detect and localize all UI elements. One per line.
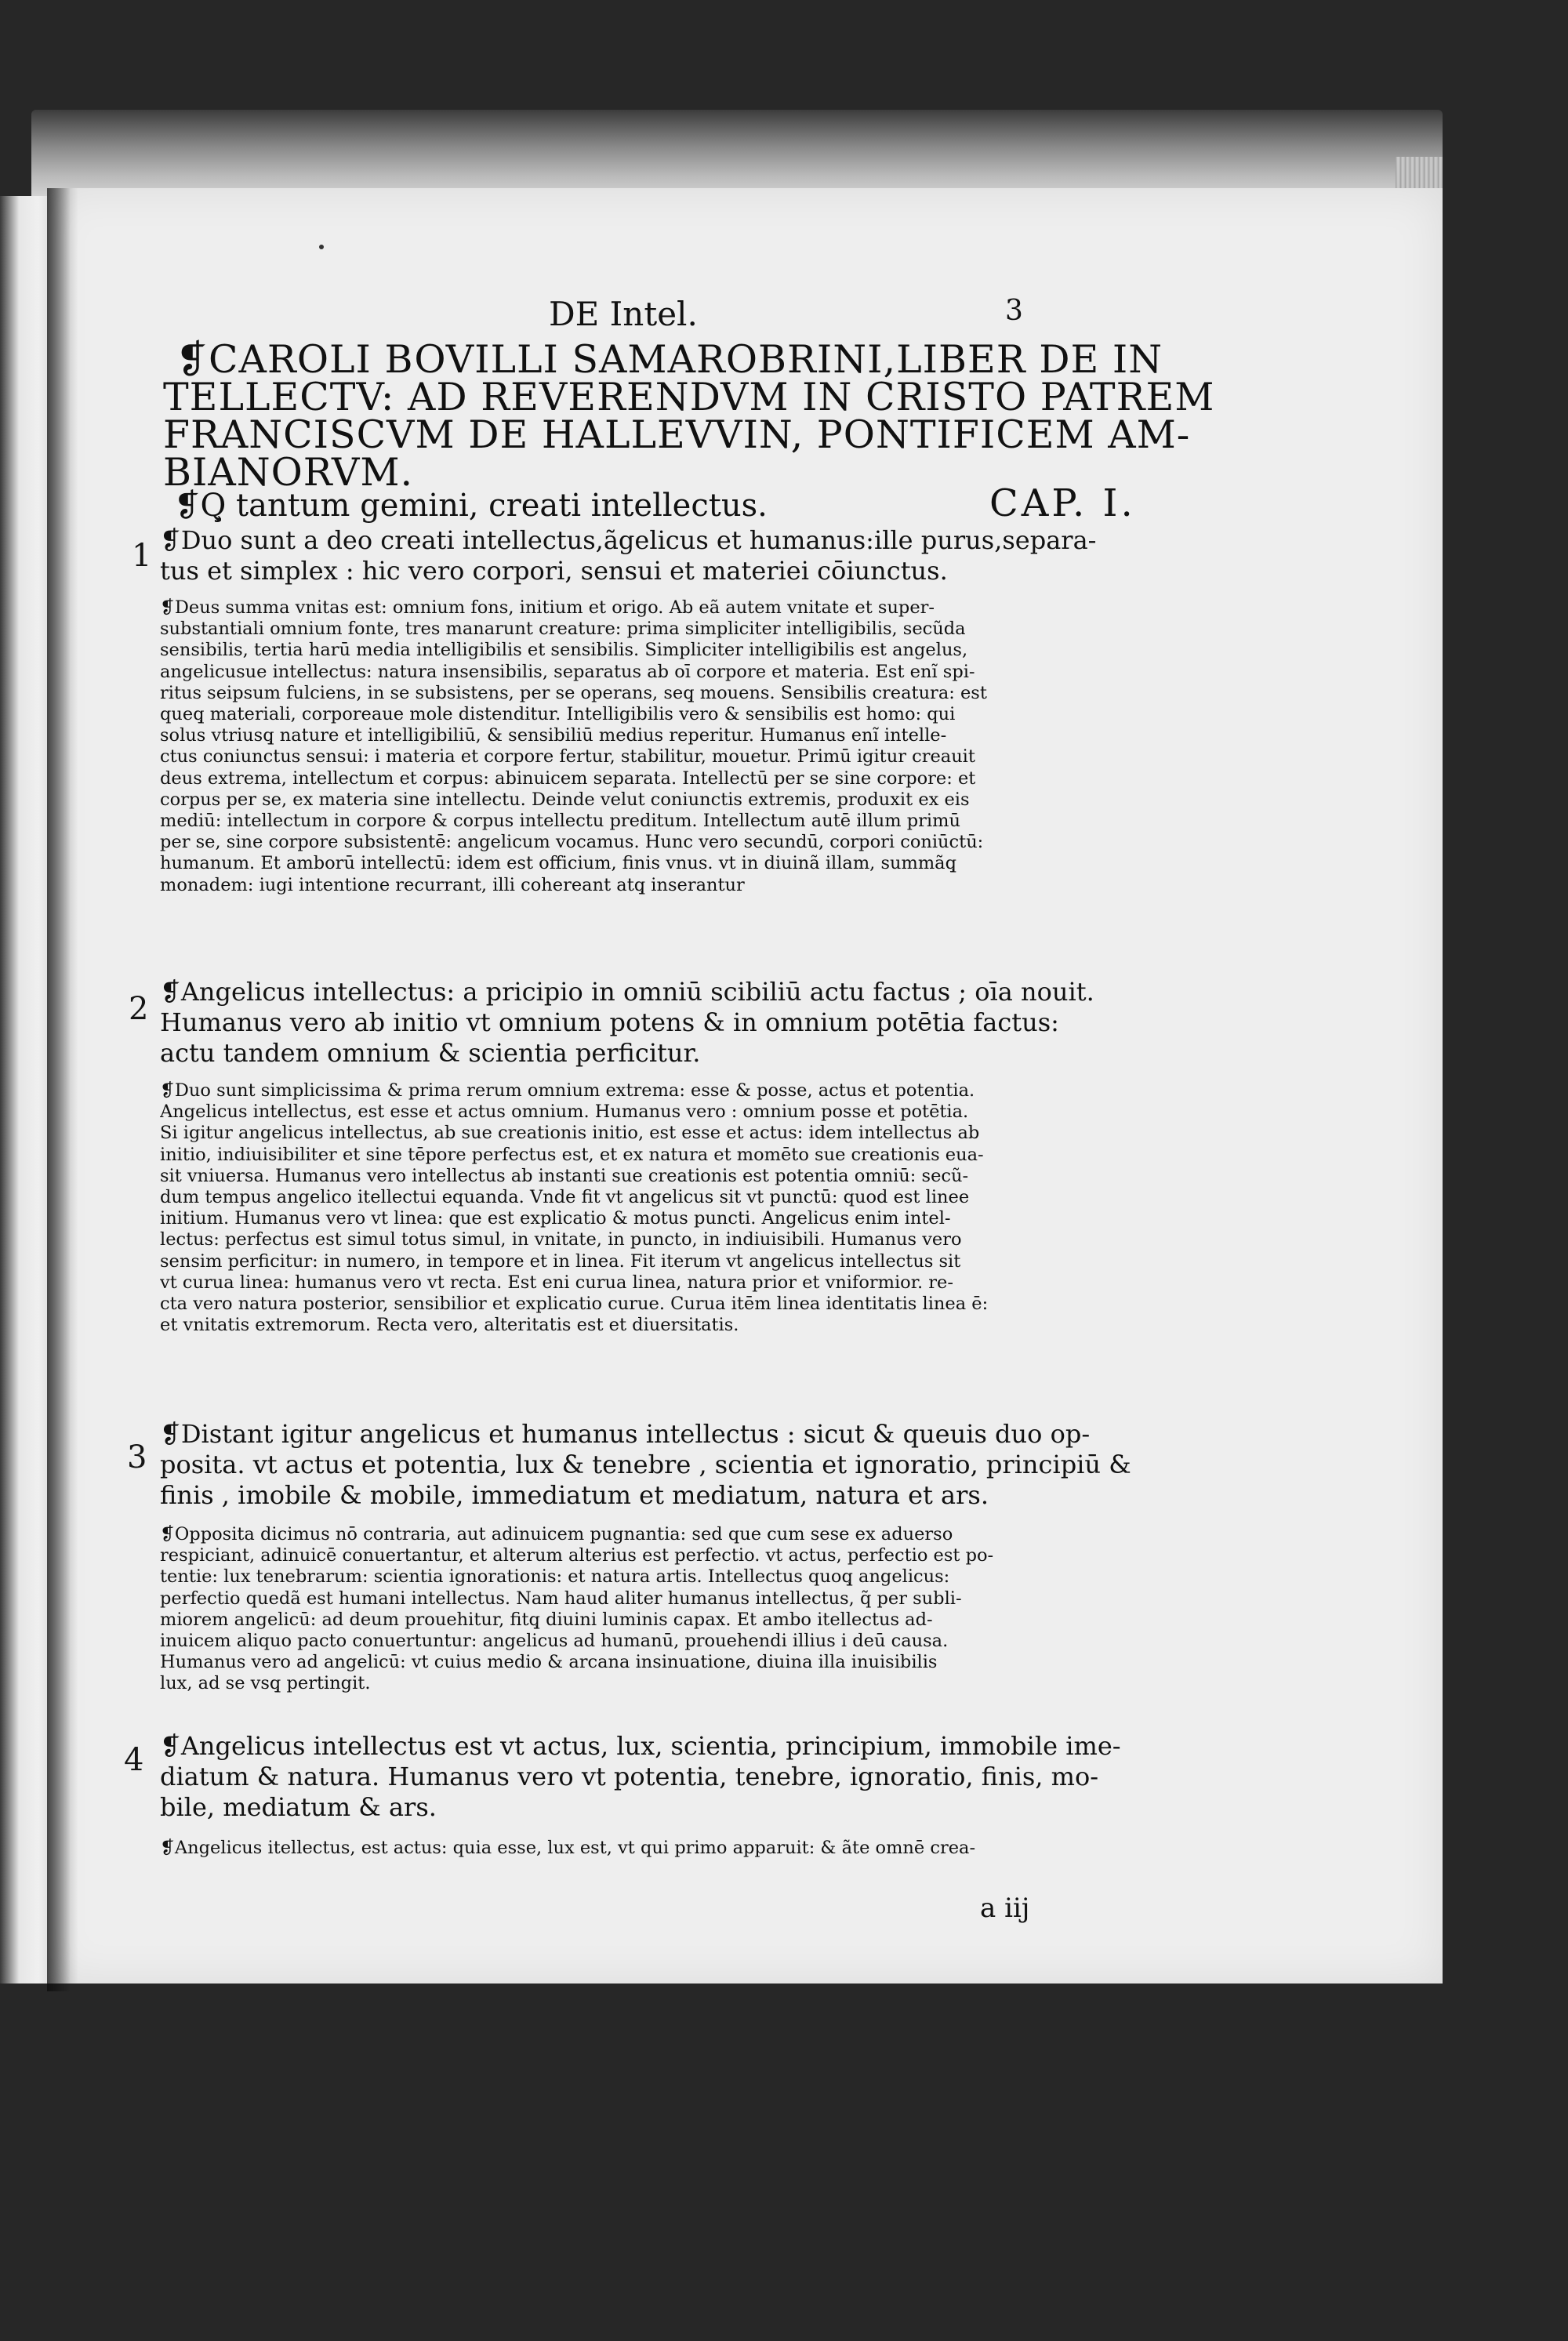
text-line: Humanus vero ab initio vt omnium potens & in omnium potētia factus: — [160, 1007, 1059, 1037]
margin-number: 4 — [124, 1742, 144, 1778]
commentary-3 — [160, 1524, 1143, 1695]
text-line: solus vtriusq̧ nature et intelligibiliū, & sensibiliū medius reperitur. Humanus enĩ intelle- — [160, 725, 947, 746]
text-line: et vnitatis extremorum. Recta vero, alteritatis est et diuersitatis. — [160, 1315, 739, 1336]
commentary-2 — [160, 1080, 1143, 1336]
text-line: ❡Angelicus itellectus, est actus: quia esse, lux est, vt qui primo apparuit: & ãte omnē crea- — [160, 1838, 976, 1858]
text-line: mediū: intellectum in corpore & corpus intellectu preditum. Intellectum autē illum primū — [160, 811, 960, 832]
text-line: vt curua linea: humanus vero vt recta. Est eni curua linea, natura prior et vniformior. re- — [160, 1272, 953, 1293]
text-line: lux, ad se vsq̧ pertingit. — [160, 1673, 371, 1694]
text-line: Humanus vero ad angelicū: vt cuius medio & arcana insinuatione, diuina illa inuisibilis — [160, 1652, 938, 1673]
text-line: ❡Angelicus intellectus est vt actus, lux, scientia, principium, immobile ime- — [160, 1731, 1121, 1761]
commentary-4 — [160, 1838, 1143, 1859]
signature-mark: a iij — [980, 1893, 1030, 1924]
chapter-heading: ❡Q̧ tantum gemini, creati intellectus. — [174, 488, 768, 524]
text-line: lectus: perfectus est simul totus simul, in vnitate, in puncto, in indiuisibili. Humanus vero — [160, 1229, 962, 1250]
text-line: ❡Opposita dicimus nō contraria, aut adinuicem pugnantia: sed que cum sese ex aduerso — [160, 1524, 953, 1544]
margin-number: 3 — [127, 1439, 147, 1475]
text-line: diatum & natura. Humanus vero vt potentia, tenebre, ignoratio, finis, mo- — [160, 1762, 1099, 1791]
text-line: humanum. Et amborū intellectū: idem est officium, finis vnus. vt in diuinã illam, summãq̧ — [160, 853, 956, 874]
text-line: Angelicus intellectus, est esse et actus omnium. Humanus vero : omnium posse et potētia. — [160, 1102, 969, 1123]
folio-number: 3 — [1005, 295, 1023, 327]
proposition-3 — [160, 1419, 1143, 1511]
text-line: queq̧ materiali, corporeaue mole distenditur. Intelligibilis vero & sensibilis est homo: qui — [160, 704, 956, 725]
running-head: DE Intel. — [549, 295, 698, 333]
text-line: tus et simplex : hic vero corpori, sensui et materiei cōiunctus. — [160, 556, 948, 586]
proposition-4 — [160, 1731, 1143, 1823]
text-line: corpus per se, ex materia sine intellectu. Deinde velut coniunctis extremis, produxit ex eis — [160, 789, 970, 810]
text-line: ❡Distant igitur angelicus et humanus intellectus : sicut & queuis duo op- — [160, 1419, 1091, 1449]
margin-number: 1 — [132, 538, 152, 574]
text-line: monadem: iugi intentione recurrant, illi cohereant atq̧ inserantur — [160, 874, 745, 895]
margin-number: 2 — [129, 991, 149, 1027]
title-line: BIANORVM. — [163, 450, 414, 495]
chapter-number: CAP. I. — [989, 481, 1136, 525]
text-line: respiciant, adinuicē conuertantur, et alterum alterius est perfectio. vt actus, perfectio est po- — [160, 1545, 994, 1566]
text-line: Si igitur angelicus intellectus, ab sue creationis initio, est esse et actus: idem intellectus ab — [160, 1123, 980, 1144]
commentary-1 — [160, 597, 1143, 896]
binding-shadow — [47, 188, 71, 1991]
text-line: initium. Humanus vero vt linea: que est explicatio & motus puncti. Angelicus enim intel- — [160, 1208, 951, 1229]
text-line: sensibilis, tertia harū media intelligibilis et sensibilis. Simpliciter intelligibilis est angelus, — [160, 640, 968, 661]
text-line: finis , imobile & mobile, immediatum et mediatum, natura et ars. — [160, 1480, 989, 1510]
text-line: angelicusue intellectus: natura insensibilis, separatus ab oī corpore et materia. Est enĩ spi- — [160, 661, 975, 682]
text-line: initio, indiuisibiliter et sine tēpore perfectus est, et ex natura et momēto sue creationis eua- — [160, 1144, 984, 1165]
text-line: ❡Duo sunt simplicissima & prima rerum omnium extrema: esse & posse, actus et potentia. — [160, 1080, 975, 1101]
proposition-2 — [160, 977, 1143, 1069]
text-line: inuicem aliquo pacto conuertuntur: angelicus ad humanū, prouehendi illius i deū causa. — [160, 1631, 949, 1652]
text-line: actu tandem omnium & scientia perficitur. — [160, 1038, 701, 1068]
text-line: per se, sine corpore subsistentē: angelicum vocamus. Hunc vero secundū, corpori coniūctū: — [160, 832, 984, 853]
text-line: dum tempus angelico itellectui equanda. Vnde fit vt angelicus sit vt punctū: quod est linee — [160, 1187, 970, 1208]
text-line: sensim perficitur: in numero, in tempore et in linea. Fit iterum vt angelicus intellectus sit — [160, 1250, 961, 1272]
proposition-1 — [160, 525, 1143, 586]
text-line: tentie: lux tenebrarum: scientia ignorationis: et natura artis. Intellectus quoq̧ angelicus: — [160, 1566, 950, 1588]
text-line: ❡Duo sunt a deo creati intellectus,ãgelicus et humanus:ille purus,separa- — [160, 525, 1097, 555]
text-line: bile, mediatum & ars. — [160, 1792, 437, 1822]
text-line: ritus seipsum fulciens, in se subsistens, per se operans, seq̧ mouens. Sensibilis creatura: est — [160, 682, 987, 703]
title-line: FRANCISCVM DE HALLEVVIN, PONTIFICEM AM- — [163, 412, 1191, 457]
text-line: ctus coniunctus sensui: i materia et corpore fertur, stabilitur, mouetur. Primū igitur creauit — [160, 746, 975, 768]
text-line: deus extrema, intellectum et corpus: abinuicem separata. Intellectū per se sine corpore: et — [160, 768, 976, 789]
text-line: ❡Angelicus intellectus: a pricipio in omniū scibiliū actu factus ; oīa nouit. — [160, 977, 1094, 1007]
text-line: miorem angelicū: ad deum prouehitur, fitq̧ diuini luminis capax. Et ambo itellectus ad- — [160, 1609, 933, 1630]
title-line: TELLECTV: AD REVERENDVM IN CRISTO PATREM — [163, 375, 1215, 419]
text-line: perfectio quedã est humani intellectus. Nam haud aliter humanus intellectus, q̃ per subli- — [160, 1588, 962, 1609]
text-line: cta vero natura posterior, sensibilior et explicatio curue. Curua itēm linea identitatis linea ē: — [160, 1294, 989, 1315]
text-line: substantiali omnium fonte, tres manarunt creature: prima simpliciter intelligibilis, secũda — [160, 619, 966, 640]
text-line: sit vniuersa. Humanus vero intellectus ab instanti sue creationis est potentia omniū: secũ- — [160, 1165, 969, 1186]
ink-speck — [319, 245, 324, 249]
text-line: posita. vt actus et potentia, lux & tenebre , scientia et ignoratio, principiū & — [160, 1450, 1131, 1479]
title-line: ❡CAROLI BOVILLI SAMAROBRINI,LIBER DE IN — [176, 337, 1163, 382]
text-line: ❡Deus summa vnitas est: omnium fons, initium et origo. Ab eã autem vnitate et super- — [160, 597, 935, 618]
